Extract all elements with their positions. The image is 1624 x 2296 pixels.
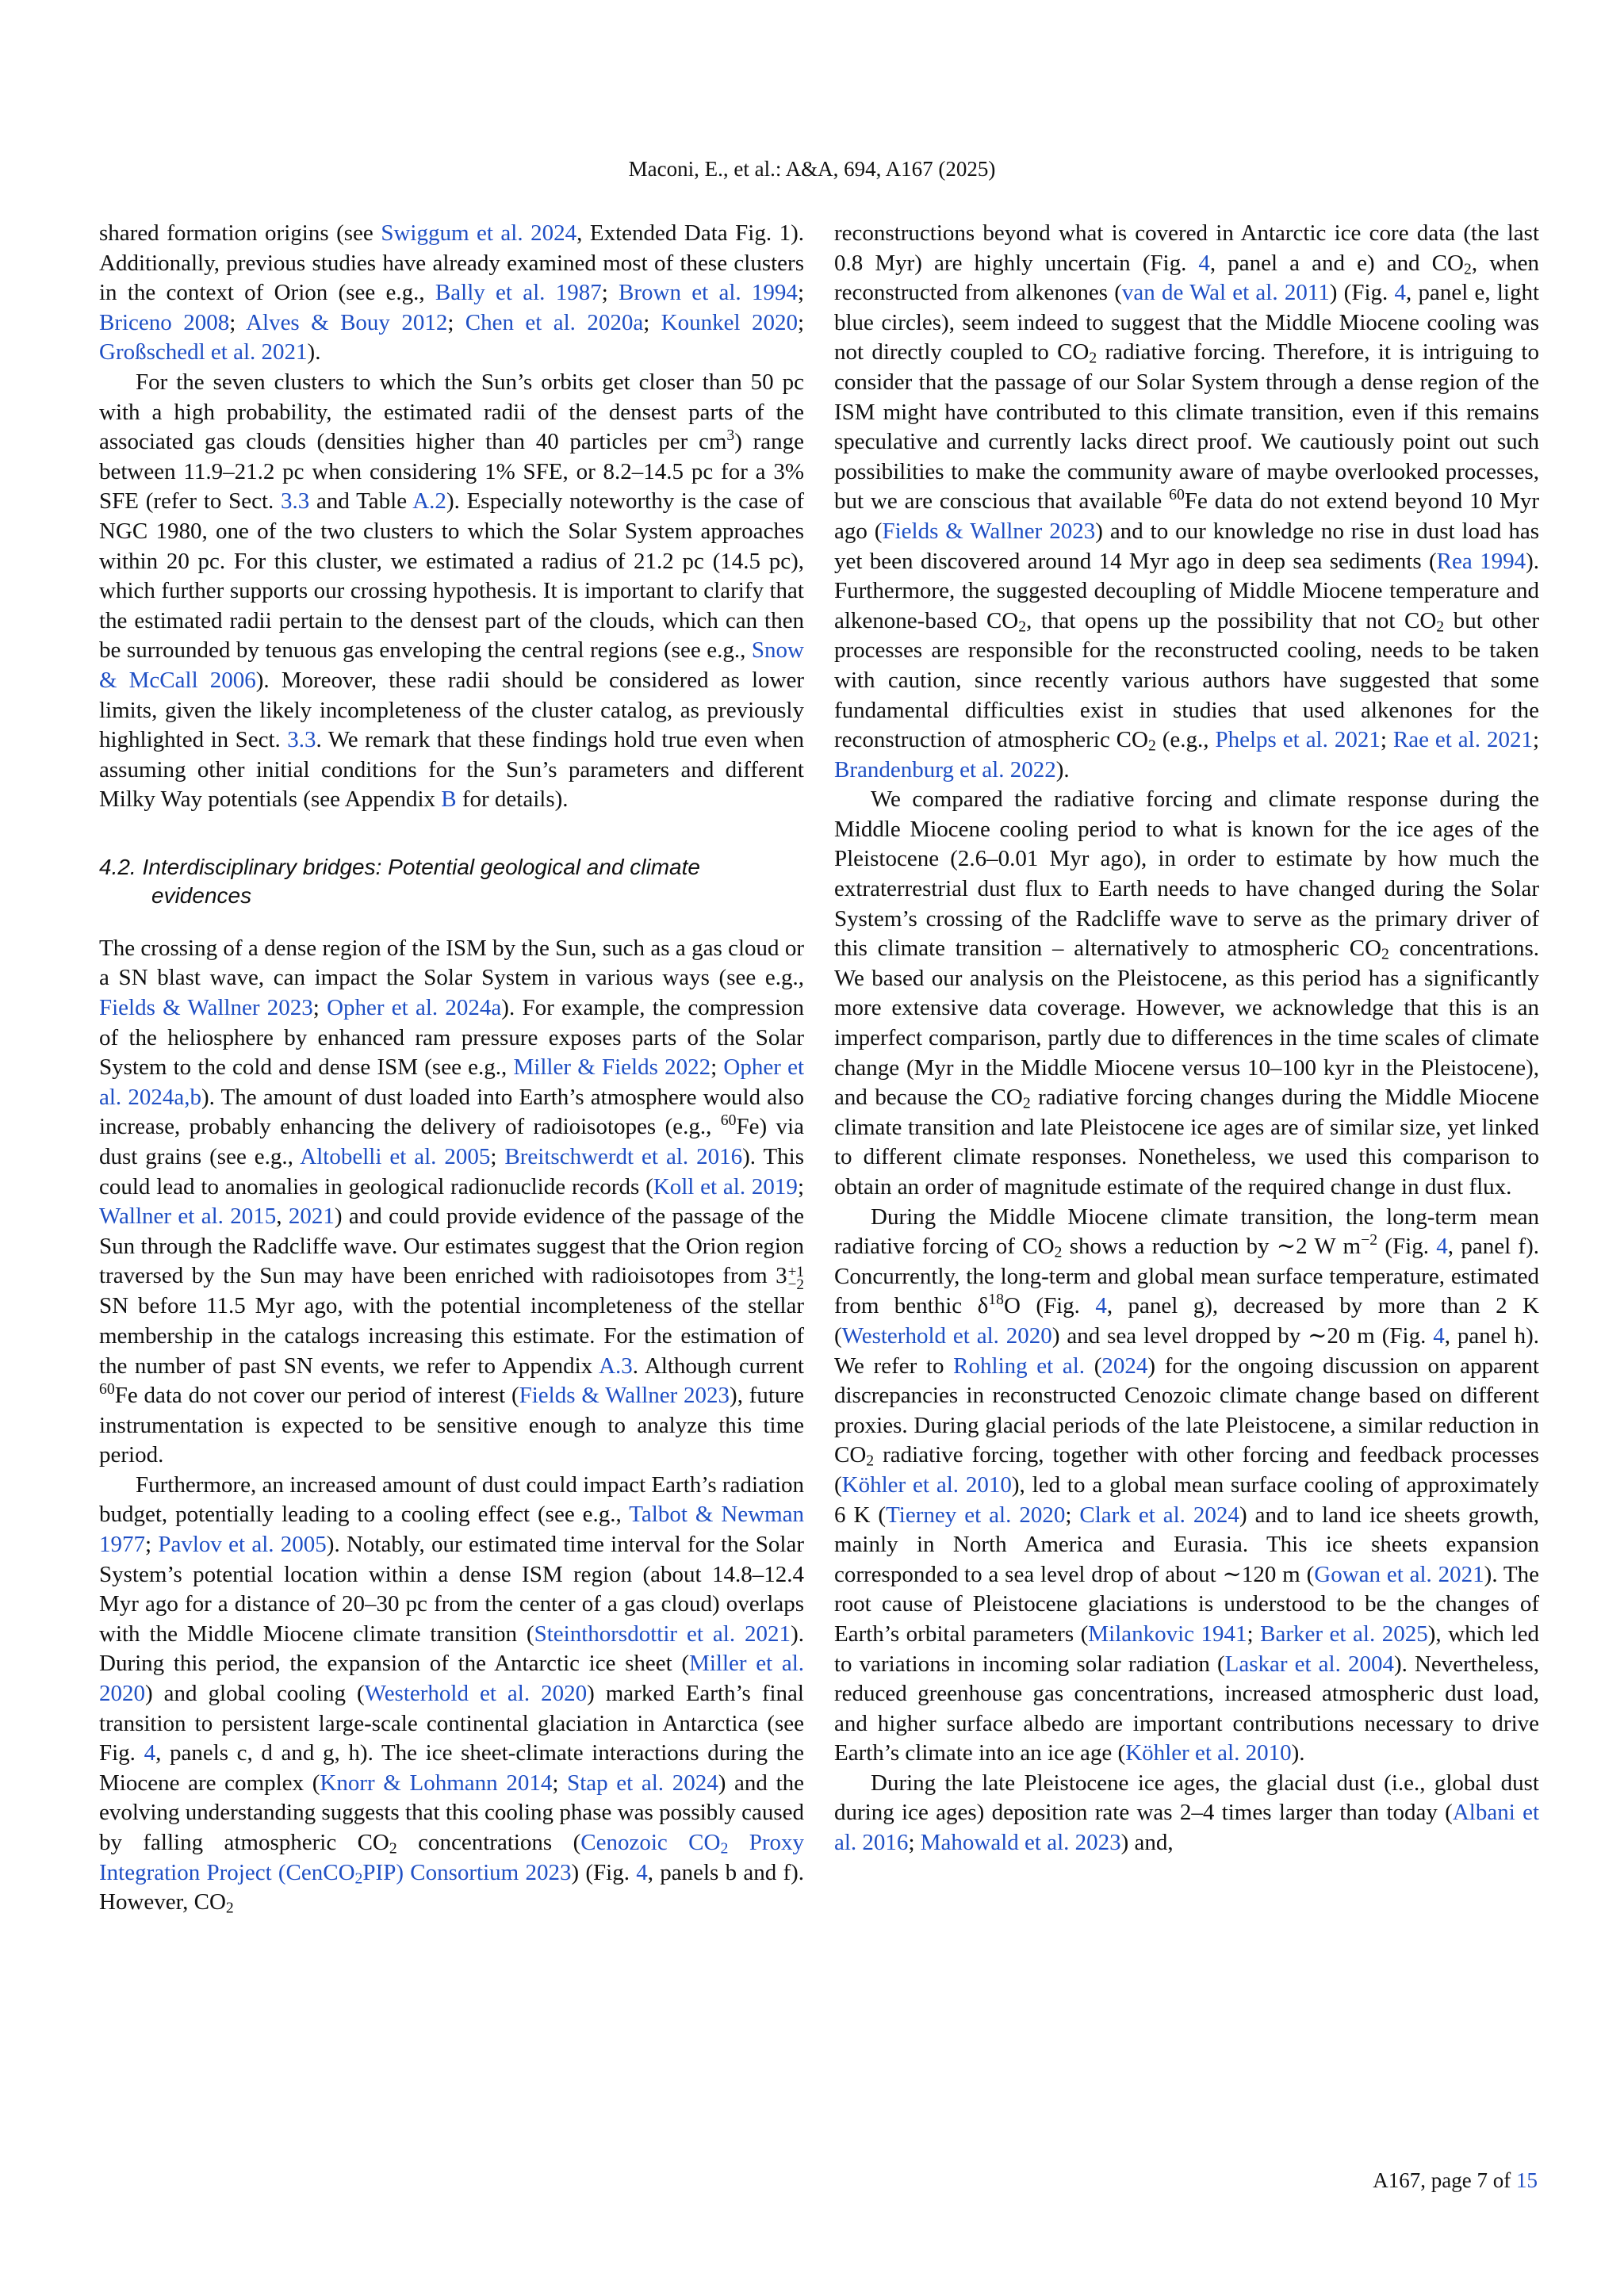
text-run: ) marked Earth’s final transition to persistent large-scale continental glaciation in Antarctica (see Fig. [99, 1681, 804, 1766]
citation-link[interactable]: 2024 [1101, 1353, 1148, 1379]
citation-link[interactable]: Westerhold et al. 2020 [364, 1681, 588, 1707]
text-run: ). Furthermore, the suggested decoupling of Middle Miocene temperature and alkenone-based CO [834, 548, 1539, 633]
citation-link[interactable]: Tierney et al. 2020 [886, 1502, 1066, 1528]
text-run: ; [312, 995, 327, 1021]
text-run: ). Especially noteworthy is the case of NGC 1980, one of the two clusters to which the Solar System approaches within 20 pc. For this cluster, we estimated a radius of 21.2 pc (14.5 pc), which further supports our crossing hypothesis. It is important to clarify that the estimated radii pertain to the densest part of the clouds, which can then be surrounded by tenuous gas enveloping the central regions (see e.g., [99, 488, 804, 664]
text-run: During the Middle Miocene climate transition, the long-term mean radiative forcing of CO [834, 1203, 1539, 1260]
text-run: ; [601, 280, 619, 306]
citation-link[interactable]: 4 [636, 1859, 648, 1885]
text-run: . We remark that these findings hold true even when assuming other initial conditions for the Sun’s parameters and different Milky Way potentials (see Appendix [99, 727, 804, 813]
text-run: ), led to a global mean surface cooling of approximately 6 K ( [834, 1471, 1539, 1528]
text-run: radiative forcing changes during the Middle Miocene climate transition and late Pleistocene ice ages are of similar size, yet linked to different climate responses. Nonetheless, we used this comparison to obtain an order of magnitude estimate of the required change in dust flux. [834, 1085, 1539, 1200]
citation-link[interactable]: Chen et al. 2020a [465, 309, 644, 335]
text-run: ). For example, the compression of the heliosphere by enhanced ram pressure exposes parts of the Solar System to the cold and dense ISM (see e.g., [99, 995, 805, 1081]
text-run: , panels b and f). However, CO [99, 1859, 805, 1915]
superscript: 60 [1169, 486, 1185, 504]
text-run: for details). [456, 786, 569, 813]
citation-link[interactable]: 4 [1198, 250, 1210, 276]
text-run: ). [1291, 1740, 1305, 1766]
citation-link[interactable]: Rae et al. 2021 [1392, 727, 1533, 753]
error-bounds: +1 −2 [787, 1263, 804, 1294]
section-heading: 4.2. Interdisciplinary bridges: Potential geological and climate evidences [99, 854, 700, 908]
paragraph [834, 219, 1539, 785]
subscript: 2 [1147, 737, 1156, 755]
text-run: ) (Fig. [1329, 280, 1395, 306]
text-run: and Table [309, 488, 413, 515]
citation-link[interactable]: Fields & Wallner 2023 [519, 1383, 730, 1409]
citation-link[interactable]: A.3 [599, 1353, 633, 1379]
citation-link[interactable]: 3.3 [287, 727, 316, 753]
text-run: reconstructions beyond what is covered in Antarctic ice core data (the last 0.8 Myr) are highly uncertain (Fig. [834, 220, 1539, 276]
text-run: ; [490, 1144, 505, 1170]
citation-link[interactable]: Phelps et al. 2021 [1215, 727, 1381, 753]
citation-link[interactable]: Mahowald et al. 2023 [920, 1830, 1121, 1856]
citation-link[interactable]: van de Wal et al. 2011 [1121, 280, 1330, 306]
text-run: ) for the ongoing discussion on apparent discrepancies in reconstructed Cenozoic climate change based on different proxies. During glacial periods of the late Pleistocene, a similar reduction in CO [834, 1353, 1539, 1468]
text-run: During the late Pleistocene ice ages, the glacial dust (i.e., global dust during ice ages) deposition rate was 2–4 times larger than today ( [834, 1770, 1539, 1826]
citation-link[interactable]: Köhler et al. 2010 [1125, 1740, 1292, 1766]
left-column [99, 219, 804, 1918]
text-run: ) range between 11.9–21.2 pc when considering 1% SFE, or 8.2–14.5 pc for a 3% SFE (refer to Sect. [99, 429, 805, 515]
citation-link[interactable]: A.2 [412, 488, 446, 515]
citation-link[interactable]: Knorr & Lohmann 2014 [320, 1770, 553, 1796]
subscript: 2 [225, 1899, 234, 1917]
text-run: ; [908, 1830, 921, 1856]
subscript: 2 [1054, 1243, 1063, 1261]
citation-link[interactable]: Snow & McCall 2006 [99, 637, 804, 693]
text-run: ). The amount of dust loaded into Earth’s atmosphere would also increase, probably enhancing the delivery of radioisotopes (e.g., [99, 1084, 804, 1140]
text-run: ). [1055, 756, 1070, 783]
subscript[interactable]: 2 [720, 1839, 729, 1858]
citation-link[interactable]: 4 [1436, 1234, 1448, 1260]
text-run: ) and sea level dropped by ∼20 m (Fig. [1051, 1322, 1434, 1349]
text-run: ). Moreover, these radii should be considered as lower limits, given the likely incompleteness of the cluster catalog, as previously highlighted in Sect. [99, 667, 804, 753]
text-run: ; [797, 309, 805, 335]
text-run: . Although current [632, 1353, 804, 1379]
citation-link[interactable]: PIP) Consortium 2023 [362, 1859, 572, 1885]
subscript: 2 [1463, 259, 1472, 277]
text-run: ; [1065, 1502, 1080, 1528]
text-run: radiative forcing. Therefore, it is intriguing to consider that the passage of our Solar System through a dense region of the ISM might have contributed to this climate transition, even if this remains speculative and currently lacks direct proof. We cautiously point out such possibilities to make the community aware of maybe overlooked processes, but we are conscious that available [834, 339, 1539, 515]
text-run: ; [1380, 727, 1393, 753]
subscript: 2 [1022, 1094, 1031, 1112]
citation-link[interactable]: 3.3 [281, 488, 310, 515]
text-run: ). During this period, the expansion of the Antarctic ice sheet ( [99, 1621, 804, 1677]
subscript: 2 [1381, 945, 1389, 963]
text-run: ), which led to variations in incoming solar radiation ( [834, 1621, 1540, 1677]
superscript: 60 [720, 1112, 737, 1130]
text-run: ). [307, 339, 321, 365]
citation-link[interactable]: B [441, 786, 457, 813]
citation-link[interactable]: Cenozoic CO [580, 1830, 721, 1855]
citation-link[interactable]: Köhler et al. 2010 [841, 1471, 1012, 1498]
text-run: ; [710, 1054, 724, 1081]
citation-link[interactable]: Altobelli et al. 2005 [300, 1144, 491, 1170]
citation-link[interactable]: Briceno 2008 [99, 309, 230, 335]
citation-link[interactable]: Kounkel 2020 [661, 309, 798, 335]
text-run: (Fig. [1377, 1234, 1437, 1260]
citation-link[interactable]: Großschedl et al. 2021 [99, 339, 308, 365]
text-run: ) and, [1120, 1830, 1174, 1856]
page-number-label: A167, page 7 of [1373, 2168, 1516, 2192]
subscript[interactable]: 2 [354, 1869, 363, 1887]
citation-link[interactable]: Westerhold et al. 2020 [841, 1322, 1052, 1349]
running-head: Maconi, E., et al.: A&A, 694, A167 (2025) [628, 157, 996, 181]
subscript: 2 [389, 1839, 397, 1858]
citation-link[interactable]: 4 [1433, 1322, 1445, 1349]
citation-link[interactable] [720, 1830, 729, 1858]
text-run: Fe) via dust grains (see e.g., [99, 1114, 804, 1170]
citation-link[interactable]: Breitschwerdt et al. 2016 [504, 1144, 743, 1170]
text-run: ) and could provide evidence of the passage of the Sun through the Radcliffe wave. Our estimates suggest that the Orion region traversed by the Sun may have been enriched with radioisotopes from 3 [99, 1203, 805, 1289]
text-run: Furthermore, an increased amount of dust could impact Earth’s radiation budget, potentially leading to a cooling effect (see e.g., [99, 1471, 804, 1528]
text-run: SN before 11.5 Myr ago, with the potential incompleteness of the stellar membership in the catalogs increasing this estimate. For the estimation of the number of past SN events, we refer to Appendix [99, 1293, 804, 1379]
text-run: , panel e, light blue circles), seem indeed to suggest that the Middle Miocene cooling was not directly coupled to CO [834, 280, 1540, 365]
superscript: 18 [988, 1291, 1004, 1309]
citation-link[interactable]: Steinthorsdottir et al. 2021 [534, 1621, 791, 1647]
citation-link[interactable]: Wallner et al. 2015 [99, 1203, 277, 1230]
paragraph [834, 1203, 1539, 1769]
superscript: −2 [1361, 1231, 1378, 1249]
text-run: , panels c, d and g, h). The ice sheet-climate interactions during the Miocene are complex ( [99, 1740, 805, 1796]
text-run: O (Fig. [1003, 1293, 1096, 1319]
superscript: 60 [99, 1380, 115, 1399]
citation-link[interactable]: Opher et al. 2024a [327, 995, 502, 1021]
citation-link[interactable]: Proxy Integration Project (CenCO [99, 1830, 804, 1885]
paragraph [99, 1471, 804, 1918]
citation-link[interactable]: Bally et al. 1987 [435, 280, 602, 306]
text-run: For the seven clusters to which the Sun’s orbits get closer than 50 pc with a high probability, the estimated radii of the densest parts of the associated gas clouds (densities higher than 40 particles per cm [99, 369, 804, 455]
subscript: 2 [866, 1452, 875, 1470]
text-run: ; [229, 309, 247, 335]
text-run: , when reconstructed from alkenones ( [834, 250, 1540, 306]
paragraph [99, 934, 804, 1471]
citation-link[interactable]: Alves & Bouy 2012 [246, 309, 448, 335]
text-run: ; [145, 1532, 159, 1558]
text-run: The crossing of a dense region of the ISM by the Sun, such as a gas cloud or a SN blast wave, can impact the Solar System in various ways (see e.g., [99, 935, 804, 991]
text-run: shows a reduction by ∼2 W m [1062, 1234, 1362, 1260]
text-run: ). Nevertheless, reduced greenhouse gas concentrations, increased atmospheric dust load, and higher surface albedo are important contributions necessary to drive Earth’s climate into an ice age ( [834, 1651, 1539, 1766]
paragraph [834, 1769, 1539, 1858]
citation-link[interactable]: Miller et al. 2020 [99, 1651, 805, 1707]
citation-link[interactable]: Clark et al. 2024 [1079, 1502, 1239, 1528]
text-run: , Extended Data Fig. 1). Additionally, previous studies have already examined most of these clusters in the context of Orion (see e.g., [99, 220, 804, 306]
text-run: ). This could lead to anomalies in geological radionuclide records ( [99, 1144, 804, 1200]
text-run: ( [1085, 1353, 1102, 1379]
text-run: ) and to land ice sheets growth, mainly in North America and Eurasia. This ice sheets expansion corresponded to a sea level drop of about ∼120 m ( [834, 1502, 1540, 1587]
text-run: (e.g., [1155, 727, 1216, 753]
text-run: , that opens up the possibility that not CO [1026, 607, 1437, 633]
text-run: ; [552, 1770, 568, 1796]
text-run: ) and global cooling ( [145, 1681, 365, 1707]
citation-link[interactable]: 2021 [288, 1203, 335, 1230]
subscript: 2 [1436, 618, 1445, 636]
text-run: ; [797, 1173, 804, 1200]
citation-link[interactable]: Rohling et al. [953, 1353, 1086, 1379]
citation-link[interactable]: Stap et al. 2024 [567, 1770, 718, 1796]
text-run: ; [643, 309, 661, 335]
citation-link[interactable]: Fields & Wallner 2023 [99, 995, 313, 1021]
text-run: ; [447, 309, 465, 335]
text-run: ). Notably, our estimated time interval for the Solar System’s potential location within a dense ISM region (about 14.8–12.4 Myr ago for a distance of 20–30 pc from the center of a gas cloud) overlaps with the Middle Miocene climate transition ( [99, 1532, 804, 1647]
text-run: ; [1532, 727, 1540, 753]
citation-link[interactable]: Albani et al. 2016 [834, 1800, 1540, 1856]
text-run: We compared the radiative forcing and climate response during the Middle Miocene cooling period to what is known for the ice ages of the Pleistocene (2.6–0.01 Myr ago), in order to estimate by how much the extraterrestrial dust flux to Earth needs to have changed during the Solar System’s crossing of the Radcliffe wave to serve as the primary driver of this climate transition – alternatively to atmospheric CO [834, 786, 1539, 962]
citation-link[interactable]: Brandenburg et al. 2022 [834, 756, 1056, 783]
text-run: ) (Fig. [571, 1859, 637, 1885]
citation-link[interactable]: 4 [144, 1740, 156, 1766]
citation-link[interactable]: Opher et al. 2024a,b [99, 1054, 805, 1110]
citation-link[interactable]: Fields & Wallner 2023 [882, 518, 1096, 544]
subscript: 2 [1018, 618, 1027, 636]
text-run: Fe data do not cover our period of interest ( [114, 1383, 519, 1409]
text-run: ; [1247, 1621, 1261, 1647]
page-footer [1261, 2167, 1538, 2194]
superscript: 3 [726, 427, 735, 445]
text-run: , panel f). Concurrently, the long-term and global mean surface temperature, estimated from benthic δ [834, 1234, 1539, 1319]
text-run: , panel g), decreased by more than 2 K ( [834, 1293, 1539, 1349]
text-run: concentrations ( [396, 1830, 581, 1855]
citation-link[interactable]: Gowan et al. 2021 [1314, 1561, 1484, 1587]
citation-link[interactable]: Pavlov et al. 2005 [158, 1532, 327, 1558]
text-run: , [276, 1203, 289, 1230]
text-run: ), future instrumentation is expected to be sensitive enough to analyze this time period. [99, 1383, 805, 1468]
citation-link[interactable]: Miller & Fields 2022 [513, 1054, 711, 1081]
text-run: ). The root cause of Pleistocene glaciations is understood to be the changes of Earth’s orbital parameters ( [834, 1561, 1539, 1647]
paragraph [834, 785, 1539, 1202]
citation-link[interactable]: Barker et al. 2025 [1260, 1621, 1428, 1647]
citation-link[interactable]: 4 [1095, 1293, 1107, 1319]
citation-link[interactable]: Swiggum et al. 2024 [381, 220, 577, 246]
text-run: ; [797, 280, 804, 306]
citation-link[interactable] [355, 1860, 363, 1885]
text-run: Fe data do not extend beyond 10 Myr ago ( [834, 488, 1539, 544]
text-run: ) and the evolving understanding suggests that this cooling phase was possibly caused by falling atmospheric CO [99, 1770, 805, 1855]
paragraph [99, 219, 804, 368]
text-run: shared formation origins (see [99, 220, 381, 246]
citation-link[interactable]: Koll et al. 2019 [653, 1173, 798, 1200]
citation-link[interactable]: Rea 1994 [1436, 548, 1526, 574]
total-pages-link[interactable]: 15 [1516, 2168, 1538, 2192]
text-run: , panel a and e) and CO [1209, 250, 1464, 276]
text-run: but other processes are responsible for the reconstructed cooling, needs to be taken with caution, since recently various authors have suggested that some fundamental difficulties exist in studies that used alkenones for the reconstruction of atmospheric CO [834, 607, 1539, 753]
paragraph [99, 368, 804, 815]
text-run: concentrations. We based our analysis on the Pleistocene, as this period has a significantly more extensive data coverage. However, we acknowledge that this is an imperfect comparison, partly due to differences in the time scales of climate change (Myr in the Middle Miocene versus 10–100 kyr in the Pleistocene), and because the CO [834, 936, 1539, 1111]
text-run: radiative forcing, together with other forcing and feedback processes ( [834, 1442, 1539, 1498]
citation-link[interactable]: Laskar et al. 2004 [1224, 1651, 1394, 1677]
text-run: , panel h). We refer to [834, 1322, 1539, 1379]
citation-link[interactable]: Milankovic 1941 [1088, 1621, 1247, 1647]
subscript: 2 [1089, 349, 1097, 367]
citation-link[interactable]: Talbot & Newman 1977 [99, 1502, 805, 1558]
right-column [834, 219, 1539, 1858]
citation-link[interactable]: 4 [1394, 280, 1406, 306]
citation-link[interactable]: Brown et al. 1994 [619, 280, 798, 306]
text-run: ) and to our knowledge no rise in dust load has yet been discovered around 14 Myr ago in deep sea sediments ( [834, 518, 1539, 574]
